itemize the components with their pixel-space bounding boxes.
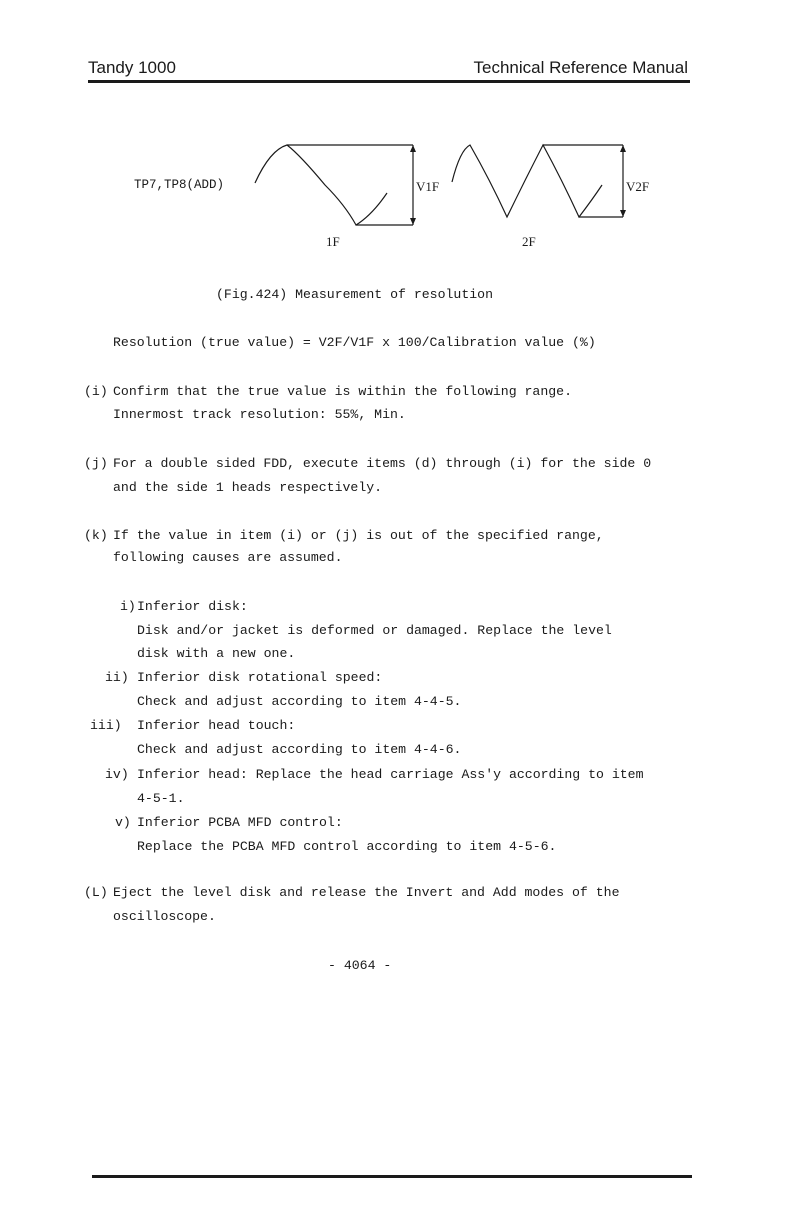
cause-1-number: i) <box>120 599 136 614</box>
item-j-line1: For a double sided FDD, execute items (d) through (i) for the side 0 <box>113 456 652 471</box>
page-number: - 4064 - <box>328 958 392 973</box>
v2f-label: V2F <box>626 179 650 194</box>
v1f-label: V1F <box>416 179 440 194</box>
figure-caption: (Fig.424) Measurement of resolution <box>216 287 493 302</box>
resolution-formula: Resolution (true value) = V2F/V1F x 100/Calibration value (%) <box>113 335 596 350</box>
cause-5-line1: Replace the PCBA MFD control according to item 4-5-6. <box>137 839 557 854</box>
item-i-line1: Confirm that the true value is within the following range. <box>113 384 572 399</box>
cause-3-line1: Check and adjust according to item 4-4-6. <box>137 742 462 757</box>
item-k-line2: following causes are assumed. <box>113 550 343 565</box>
cause-5-title: Inferior PCBA MFD control: <box>137 815 343 830</box>
item-L-line1: Eject the level disk and release the Invert and Add modes of the <box>113 885 620 900</box>
item-k-line1: If the value in item (i) or (j) is out of the specified range, <box>113 528 604 543</box>
tp-label: TP7,TP8(ADD) <box>134 178 225 192</box>
item-i-line2: Innermost track resolution: 55%, Min. <box>113 407 406 422</box>
header-left-title: Tandy 1000 <box>88 58 176 77</box>
cause-5-number: v) <box>115 815 131 830</box>
item-L-marker: (L) <box>84 885 108 900</box>
item-L-line2: oscilloscope. <box>113 909 216 924</box>
cause-4-title: Inferior head: Replace the head carriage Ass'y according to item <box>137 767 644 782</box>
label-2f: 2F <box>522 234 536 249</box>
cause-3-number: iii) <box>90 718 122 733</box>
cause-4-line1: 4-5-1. <box>137 791 185 806</box>
cause-1-line2: disk with a new one. <box>137 646 296 661</box>
cause-3-title: Inferior head touch: <box>137 718 296 733</box>
cause-4-number: iv) <box>105 767 129 782</box>
footer-rule <box>92 1175 692 1178</box>
waveform-1f <box>255 145 387 225</box>
header-right-title: Technical Reference Manual <box>473 58 688 77</box>
item-k-marker: (k) <box>84 528 108 543</box>
label-1f: 1F <box>326 234 340 249</box>
item-j-line2: and the side 1 heads respectively. <box>113 480 383 495</box>
cause-1-line1: Disk and/or jacket is deformed or damaged. Replace the level <box>137 623 612 638</box>
cause-2-number: ii) <box>105 670 129 685</box>
cause-2-title: Inferior disk rotational speed: <box>137 670 383 685</box>
item-i-marker: (i) <box>84 384 108 399</box>
item-j-marker: (j) <box>84 456 108 471</box>
resolution-figure <box>0 0 789 320</box>
waveform-2f <box>452 145 602 217</box>
cause-2-line1: Check and adjust according to item 4-4-5. <box>137 694 462 709</box>
cause-1-title: Inferior disk: <box>137 599 248 614</box>
